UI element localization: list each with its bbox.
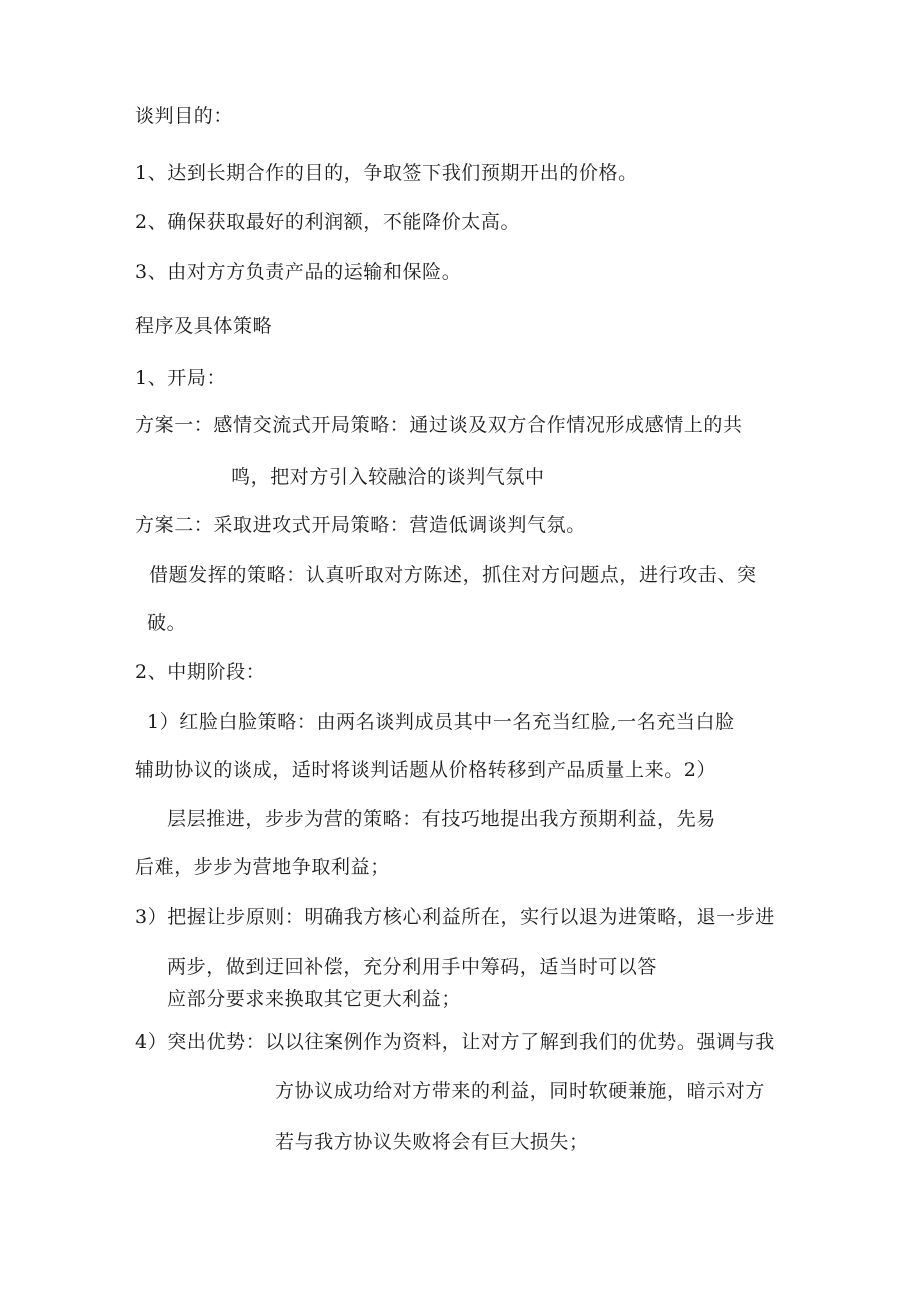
- midterm-item-4-line-1: 4）突出优势：以以往案例作为资料，让对方了解到我们的优势。强调与我: [135, 1031, 775, 1053]
- midterm-item-4-line-2: 方协议成功给对方带来的利益，同时软硬兼施，暗示对方: [275, 1080, 766, 1102]
- midterm-item-1-line-1: 1）红脸白脸策略：由两名谈判成员其中一名充当红脸,一名充当白脸: [147, 711, 735, 733]
- opening-title: 1、开局：: [135, 367, 227, 389]
- midterm-item-2-line-2: 后难，步步为营地争取利益；: [135, 856, 390, 878]
- opening-plan-1-line-1: 方案一：感情交流式开局策略：通过谈及双方合作情况形成感情上的共: [135, 414, 743, 436]
- heading-procedure: 程序及具体策略: [135, 315, 273, 337]
- borrow-strategy-line-1: 借题发挥的策略：认真听取对方陈述，抓住对方问题点，进行攻击、突: [149, 564, 757, 586]
- goal-item-3: 3、由对方方负责产品的运输和保险。: [135, 261, 462, 283]
- heading-negotiation-goal: 谈判目的：: [135, 105, 234, 127]
- midterm-item-4-line-3: 若与我方协议失败将会有巨大损失；: [275, 1131, 589, 1153]
- midterm-item-3-line-2: 两步，做到迂回补偿，充分利用手中筹码，适当时可以答: [167, 956, 658, 978]
- midterm-item-2-line-1: 层层推进，步步为营的策略：有技巧地提出我方预期利益，先易: [167, 808, 716, 830]
- opening-plan-2: 方案二：采取进攻式开局策略：营造低调谈判气氛。: [135, 514, 586, 536]
- midterm-item-1-line-2: 辅助协议的谈成，适时将谈判话题从价格转移到产品质量上来。2）: [135, 759, 717, 781]
- midterm-item-3-line-1: 3）把握让步原则：明确我方核心利益所在，实行以退为进策略，退一步进: [135, 906, 775, 928]
- goal-item-2: 2、确保获取最好的利润额，不能降价太高。: [135, 211, 521, 233]
- midterm-item-3-line-3: 应部分要求来换取其它更大利益；: [167, 988, 462, 1010]
- opening-plan-1-line-2: 鸣，把对方引入较融洽的谈判气氛中: [231, 466, 545, 488]
- goal-item-1: 1、达到长期合作的目的，争取签下我们预期开出的价格。: [135, 162, 638, 184]
- midterm-title: 2、中期阶段：: [135, 661, 266, 683]
- borrow-strategy-line-2: 破。: [147, 612, 187, 634]
